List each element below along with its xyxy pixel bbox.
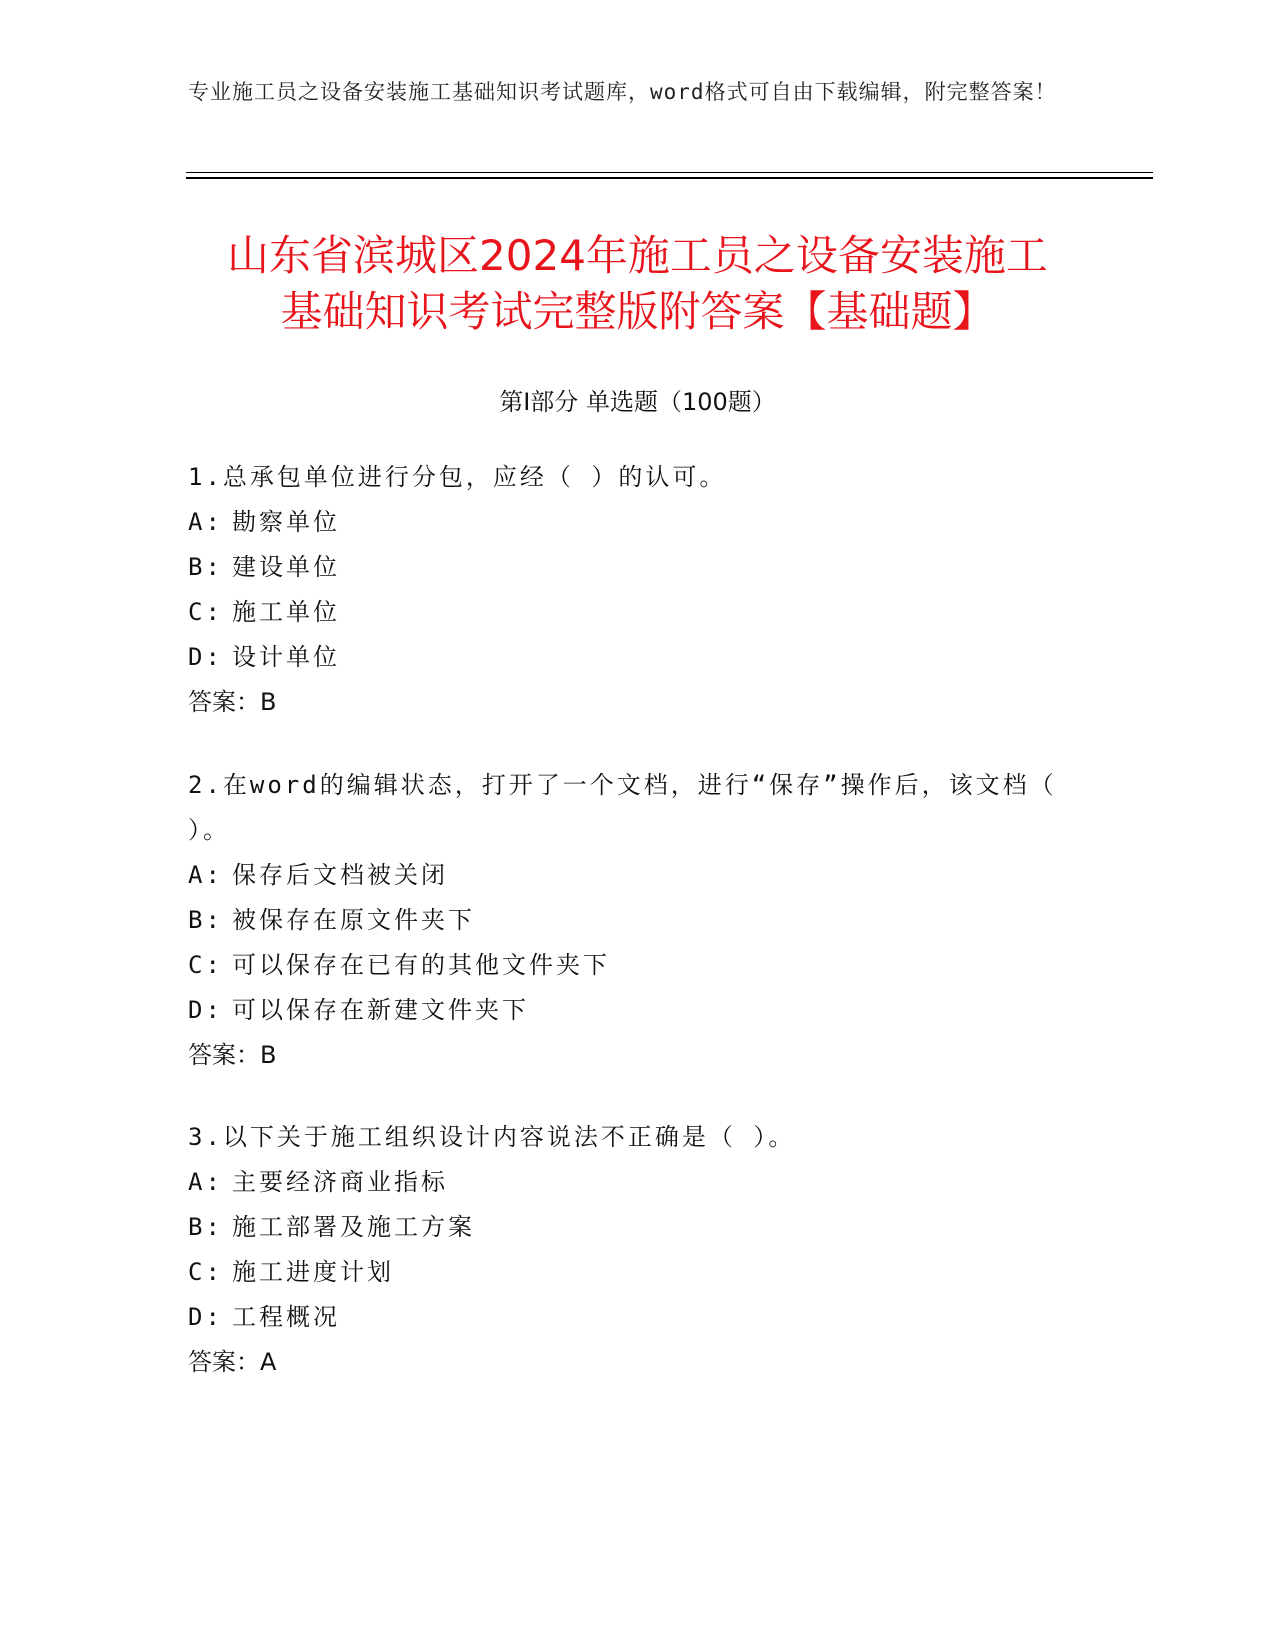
question-option-d [188,1295,1068,1340]
option-text: 施工部署及施工方案 [232,1213,475,1241]
question-option-a [188,1160,1068,1205]
option-letter: B: [188,1213,223,1241]
question-option-a [188,853,1068,898]
question-option-c [188,1250,1068,1295]
option-text: 施工进度计划 [232,1258,394,1286]
option-letter: D: [188,996,223,1024]
section-heading: 第Ⅰ部分 单选题（100题） [499,388,776,416]
option-text: 主要经济商业指标 [232,1168,448,1196]
question-option-c [188,943,1068,988]
header-rule-thin [186,172,1153,173]
question-stem: 2.在word的编辑状态，打开了一个文档，进行“保存”操作后，该文档（ ）。 [188,771,1057,844]
option-text: 设计单位 [232,643,340,671]
document-header-note: 专业施工员之设备安装施工基础知识考试题库，word格式可自由下载编辑，附完整答案！ [188,80,1057,104]
question-2 [188,763,1068,1078]
document-title [150,228,1125,340]
question-option-d [188,988,1068,1033]
header-rule-thick [186,177,1153,179]
option-text: 被保存在原文件夹下 [232,906,475,934]
question-1 [188,455,1068,725]
document-title-line-2: 基础知识考试完整版附答案【基础题】 [280,287,995,336]
option-letter: A: [188,508,223,536]
option-letter: A: [188,861,223,889]
option-text: 保存后文档被关闭 [232,861,448,889]
option-text: 工程概况 [232,1303,340,1331]
option-text: 勘察单位 [232,508,340,536]
option-letter: C: [188,598,223,626]
option-letter: D: [188,1303,223,1331]
question-option-b [188,545,1068,590]
question-3 [188,1115,1068,1385]
question-answer: 答案：B [188,1041,277,1069]
option-letter: C: [188,1258,223,1286]
question-stem: 3.以下关于施工组织设计内容说法不正确是（ ）。 [188,1123,796,1151]
question-stem: 1.总承包单位进行分包，应经（ ）的认可。 [188,463,727,491]
option-text: 可以保存在新建文件夹下 [232,996,529,1024]
question-answer: 答案：B [188,688,277,716]
question-option-a [188,500,1068,545]
option-text: 可以保存在已有的其他文件夹下 [232,951,610,979]
option-letter: A: [188,1168,223,1196]
question-option-d [188,635,1068,680]
option-text: 建设单位 [232,553,340,581]
option-letter: B: [188,553,223,581]
option-letter: D: [188,643,223,671]
option-letter: B: [188,906,223,934]
option-letter: C: [188,951,223,979]
question-answer: 答案：A [188,1348,277,1376]
document-title-line-1: 山东省滨城区2024年施工员之设备安装施工 [227,231,1048,280]
option-text: 施工单位 [232,598,340,626]
question-option-b [188,1205,1068,1250]
question-option-b [188,898,1068,943]
question-option-c [188,590,1068,635]
